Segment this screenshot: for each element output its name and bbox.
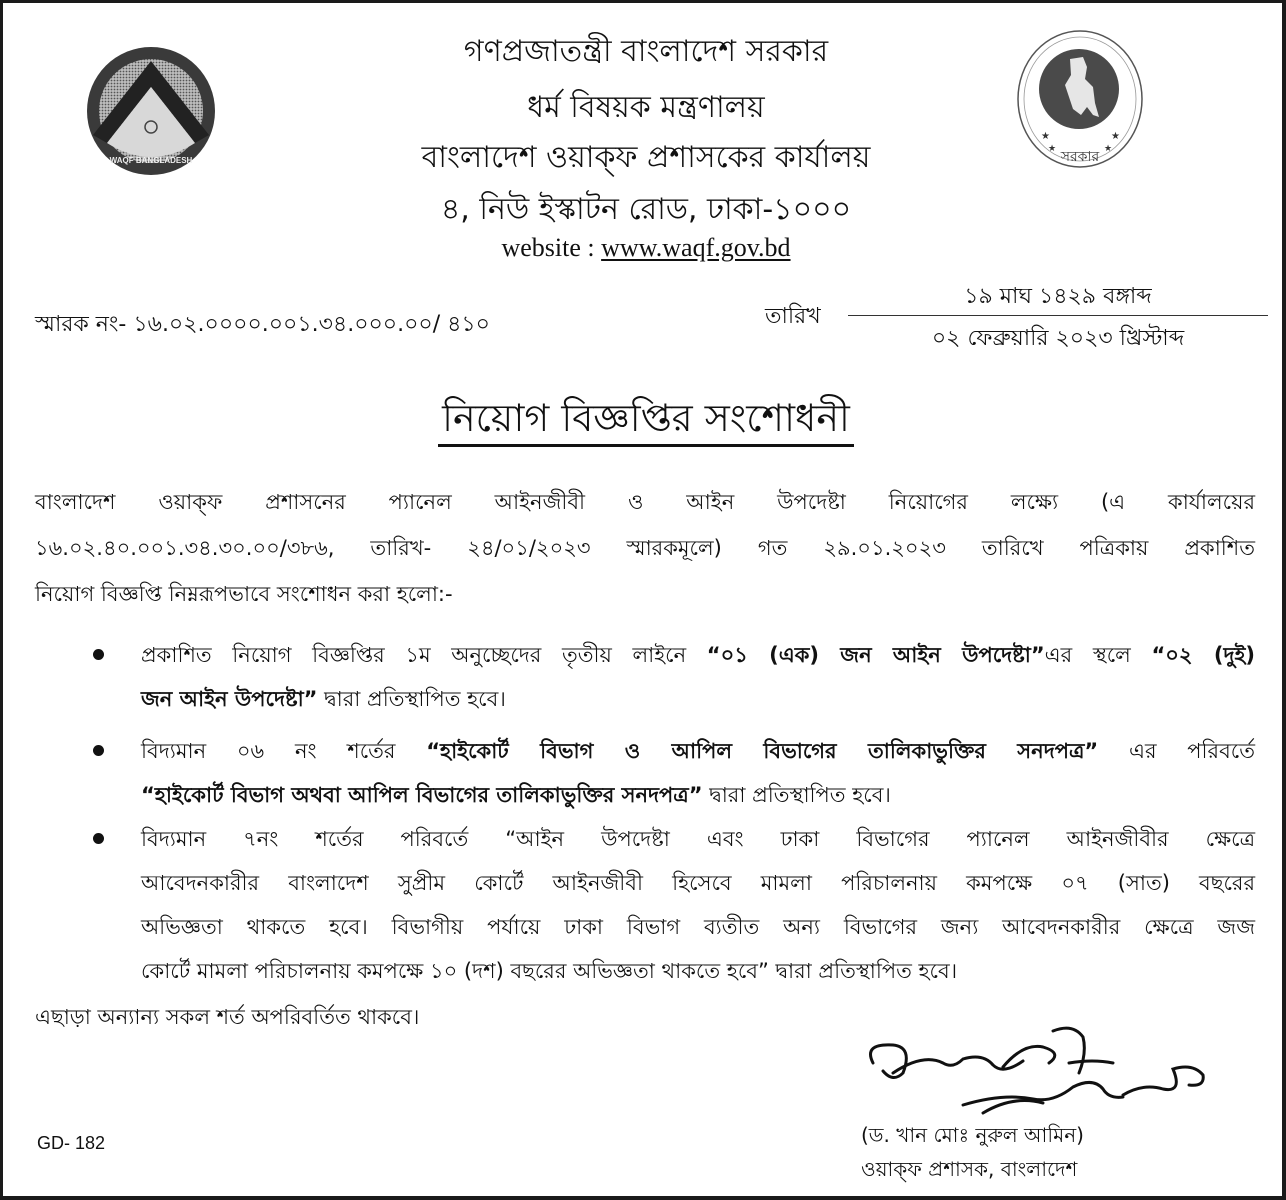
- government-name: গণপ্রজাতন্ত্রী বাংলাদেশ সরকার: [463, 34, 829, 69]
- signatory-designation: ওয়াক্‌ফ প্রশাসক, বাংলাদেশ: [861, 1157, 1078, 1181]
- text: দ্বারা প্রতিস্থাপিত হবে।: [702, 783, 891, 807]
- date-gregorian: ০২ ফেব্রুয়ারি ২০২৩ খ্রিস্টাব্দ: [931, 326, 1185, 351]
- government-seal-icon: [1015, 27, 1145, 177]
- amendment-line: [141, 729, 1255, 773]
- text: প্রকাশিত নিয়োগ বিজ্ঞপ্তির ১ম অনুচ্ছেদের তৃতীয় লাইনে: [141, 643, 707, 667]
- handwritten-signature-icon: [853, 1023, 1223, 1133]
- waqf-bangladesh-emblem-icon: [83, 43, 219, 179]
- text: এর স্থলে: [1044, 643, 1152, 667]
- memo-number: [35, 307, 490, 344]
- bullet-icon: [93, 833, 104, 844]
- signatory-name: (ড. খান মোঃ নুরুল আমিন): [861, 1123, 1084, 1147]
- svg-text:WAQF BANGLADESH: WAQF BANGLADESH: [109, 156, 193, 165]
- memo-label: স্মারক নং-: [35, 312, 127, 337]
- date-label: তারিখ: [765, 304, 821, 329]
- notice-title: [3, 389, 1286, 453]
- footer-code: GD- 182: [37, 1133, 106, 1153]
- svg-text:সরকার: সরকার: [1060, 149, 1100, 165]
- amendment-text: [141, 817, 1255, 993]
- intro-line: বাংলাদেশ ওয়াক্‌ফ প্রশাসনের প্যানেল আইনজীবী ও আইন উপদেষ্টা নিয়োগের লক্ষ্যে (এ কার্যালয়ের: [35, 490, 1255, 514]
- text: বিদ্যমান ০৬ নং শর্তের: [141, 739, 427, 763]
- notice-title-text: নিয়োগ বিজ্ঞপ্তির সংশোধনী: [438, 396, 854, 447]
- amendment-line: বিদ্যমান ৭নং শর্তের পরিবর্তে “আইন উপদেষ্টা এবং ঢাকা বিভাগের প্যানেল আইনজীবীর ক্ষেত্রে: [141, 827, 1255, 851]
- bullet-icon: [93, 745, 104, 756]
- date-divider: [848, 315, 1268, 316]
- bullet-icon: [93, 649, 104, 660]
- svg-text:★: ★: [1111, 131, 1120, 142]
- bold-text: “০১ (এক) জন আইন উপদেষ্টা”: [706, 643, 1045, 667]
- bold-text: “হাইকোর্ট বিভাগ ও আপিল বিভাগের তালিকাভুক্তির সনদপত্র”: [426, 739, 1099, 763]
- bold-text: “০২ (দুই): [1151, 643, 1256, 667]
- bold-text: জন আইন উপদেষ্টা”: [141, 687, 318, 711]
- svg-text:★: ★: [1048, 144, 1057, 154]
- bold-text: “হাইকোর্ট বিভাগ অথবা আপিল বিভাগের তালিকাভুক্তির সনদপত্র”: [141, 783, 703, 807]
- ministry-name: ধর্ম বিষয়ক মন্ত্রণালয়: [527, 90, 765, 125]
- intro-paragraph: [35, 479, 1255, 617]
- amendment-line: কোর্টে মামলা পরিচালনায় কমপক্ষে ১০ (দশ) বছরের অভিজ্ঞতা থাকতে হবে” দ্বারা প্রতিস্থাপিত হবে।: [141, 959, 958, 983]
- website-label: website :: [501, 233, 602, 262]
- amendment-text: [141, 633, 1255, 721]
- amendment-line: [141, 773, 1255, 817]
- office-address: ৪, নিউ ইস্কাটন রোড, ঢাকা-১০০০: [440, 192, 852, 227]
- date-bangla: ১৯ মাঘ ১৪২৯ বঙ্গাব্দ: [964, 284, 1152, 309]
- office-name: বাংলাদেশ ওয়াক্‌ফ প্রশাসকের কার্যালয়: [421, 140, 871, 175]
- amendment-line: আবেদনকারীর বাংলাদেশ সুপ্রীম কোর্টে আইনজীবী হিসেবে মামলা পরিচালনায় কমপক্ষে ০৭ (সাত) বছরের: [141, 871, 1255, 895]
- website-link[interactable]: www.waqf.gov.bd: [601, 233, 791, 262]
- amendment-line: অভিজ্ঞতা থাকতে হবে। বিভাগীয় পর্যায়ে ঢাকা বিভাগ ব্যতীত অন্য বিভাগের জন্য আবেদনকারীর ক্ষেত্রে জজ: [141, 915, 1255, 939]
- amendment-text: [141, 729, 1255, 817]
- amendment-line: [141, 633, 1255, 677]
- svg-text:★: ★: [1041, 131, 1050, 142]
- text: দ্বারা প্রতিস্থাপিত হবে।: [317, 687, 506, 711]
- amendment-line: [141, 677, 1255, 721]
- intro-line: ১৬.০২.৪০.০০১.৩৪.৩০.০০/৩৮৬, তারিখ- ২৪/০১/২০২৩ স্মারকমূলে) গত ২৯.০১.২০২৩ তারিখে পত্রিকায় প্রকাশিত: [35, 536, 1255, 560]
- website-line: [303, 233, 989, 263]
- memo-value: ১৬.০২.০০০০.০০১.৩৪.০০০.০০/ ৪১০: [133, 312, 490, 337]
- svg-text:★: ★: [1104, 144, 1113, 154]
- text: এর পরিবর্তে: [1098, 739, 1255, 763]
- intro-line: নিয়োগ বিজ্ঞপ্তি নিম্নরূপভাবে সংশোধন করা হলো:-: [35, 582, 453, 606]
- closing-statement: এছাড়া অন্যান্য সকল শর্ত অপরিবর্তিত থাকবে।: [35, 1005, 420, 1029]
